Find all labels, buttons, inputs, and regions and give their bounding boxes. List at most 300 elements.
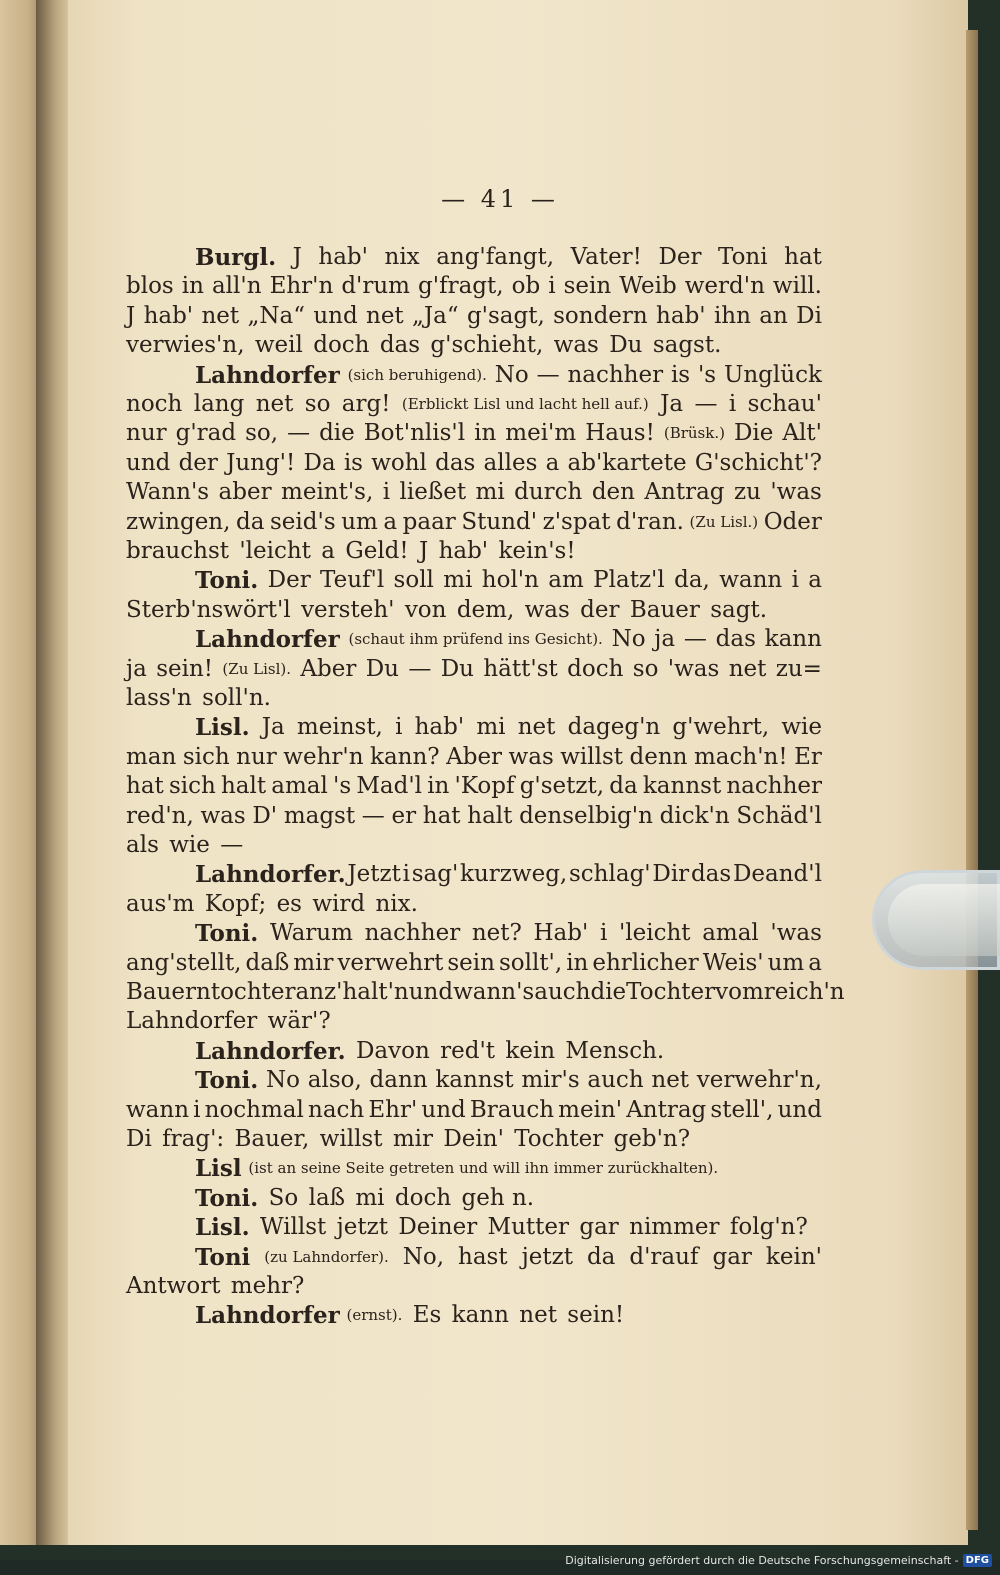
text-line xyxy=(126,802,822,831)
word: und xyxy=(126,449,171,476)
word: das xyxy=(435,449,476,476)
text-line xyxy=(126,772,822,801)
word: halt xyxy=(467,802,513,829)
word: Die xyxy=(733,420,774,447)
word: 'leicht xyxy=(239,538,311,564)
word: ja xyxy=(126,655,147,682)
word: und xyxy=(777,1096,822,1123)
text-line xyxy=(126,949,822,978)
word: Deiner xyxy=(398,1214,478,1241)
word: als xyxy=(126,832,159,858)
word: mein' xyxy=(558,1096,623,1123)
word: — xyxy=(361,802,385,829)
word: daß xyxy=(245,949,290,976)
word: den xyxy=(591,479,635,506)
word: Kopf; xyxy=(204,890,267,917)
word: kann xyxy=(451,1302,509,1329)
word: zwingen, xyxy=(126,508,231,535)
word: J xyxy=(292,244,302,270)
word: was xyxy=(200,802,246,829)
word: i xyxy=(402,861,410,888)
word: net xyxy=(519,1302,557,1329)
word: seid's xyxy=(270,508,336,535)
word: kann? xyxy=(370,743,440,770)
word: kann xyxy=(764,626,822,653)
text-line xyxy=(126,449,822,478)
text-line xyxy=(126,419,822,448)
word: kein' xyxy=(765,1243,822,1270)
text-line xyxy=(195,1213,822,1242)
speaker-name: Lisl. xyxy=(195,1214,250,1242)
word: 'Kopf xyxy=(454,773,515,800)
book-gutter xyxy=(36,0,70,1545)
word: sich xyxy=(182,743,230,770)
word: willst xyxy=(560,743,624,770)
word: Willst xyxy=(259,1214,327,1241)
word: Hab' xyxy=(533,920,589,947)
word: nimmer xyxy=(629,1214,720,1241)
word: paar xyxy=(402,508,456,535)
word: ihn xyxy=(713,302,751,329)
word: No xyxy=(611,626,646,653)
text-line xyxy=(195,1066,822,1095)
word: Ehr' xyxy=(368,1096,418,1123)
text-line xyxy=(195,1184,822,1213)
word: doch xyxy=(313,332,370,359)
word: Du xyxy=(440,655,474,682)
text-line xyxy=(126,331,822,360)
word: noch xyxy=(126,391,183,417)
word: 'was xyxy=(667,655,720,682)
text-line xyxy=(195,1301,822,1330)
word: dem, xyxy=(456,596,515,623)
word: sein! xyxy=(156,655,214,682)
speaker-name: Lahndorfer. xyxy=(195,861,346,889)
word: versteh' xyxy=(301,596,395,623)
word: denselbig'n xyxy=(519,802,653,829)
left-page-edge xyxy=(0,0,40,1545)
speaker-name: Lisl. xyxy=(195,714,250,742)
word: d'rauf xyxy=(629,1243,699,1270)
word: a xyxy=(545,449,560,476)
text-line xyxy=(126,655,822,684)
word: sollt', xyxy=(498,949,563,976)
stage-direction: (ist an seine Seite getreten und will ihn immer zurückhalten). xyxy=(248,1159,719,1178)
text-line xyxy=(195,566,822,595)
word: sein xyxy=(447,949,495,976)
word: red't xyxy=(440,1037,496,1064)
word: Davon xyxy=(355,1037,430,1064)
word: g'setzt, xyxy=(519,773,605,800)
word: Dir xyxy=(652,861,690,888)
text-line xyxy=(195,625,822,654)
word: reich'n xyxy=(763,979,845,1005)
word: Oder xyxy=(763,508,822,535)
word: hab' xyxy=(656,302,706,329)
word: gar xyxy=(579,1214,619,1241)
word: in xyxy=(566,949,589,976)
stage-direction: (Brüsk.) xyxy=(663,424,725,443)
text-line xyxy=(126,684,822,713)
word: hat xyxy=(784,244,822,270)
word: Tochter xyxy=(514,1126,604,1152)
word: amal xyxy=(271,773,328,800)
speaker-name: Toni. xyxy=(195,567,259,595)
word: hab' xyxy=(438,538,489,564)
word: da, xyxy=(674,567,710,594)
word: sondern xyxy=(553,302,648,329)
word: No xyxy=(494,361,529,388)
text-line xyxy=(195,243,822,272)
word: was xyxy=(508,743,554,770)
word: auch xyxy=(587,1067,644,1094)
word: hab' xyxy=(318,244,368,270)
word: sein xyxy=(563,273,612,300)
word: ehrlicher xyxy=(592,949,699,976)
word: Dein' xyxy=(443,1126,504,1152)
word: Geld! xyxy=(345,538,409,564)
word: a xyxy=(808,949,822,976)
word: Deand'l xyxy=(732,861,822,888)
word: durch xyxy=(514,479,583,506)
footer-text: Digitalisierung gefördert durch die Deutsche Forschungsgemeinschaft - xyxy=(565,1553,959,1567)
word: ang'stellt, xyxy=(126,949,242,976)
word: — xyxy=(683,626,707,653)
word: „Na“ xyxy=(247,302,305,329)
text-line xyxy=(195,860,822,889)
text-line xyxy=(126,478,822,507)
word: sagt. xyxy=(710,596,768,623)
word: — xyxy=(220,832,244,858)
speaker-name: Toni xyxy=(195,1243,251,1271)
magnifier-lens xyxy=(888,884,1000,956)
word: wehr'n xyxy=(283,743,364,770)
word: net xyxy=(201,302,240,329)
word: frag': xyxy=(162,1126,225,1152)
word: so xyxy=(304,391,331,417)
word: was xyxy=(553,332,599,359)
word: a xyxy=(808,567,822,594)
word: da xyxy=(586,1243,616,1270)
word: geh n. xyxy=(461,1184,535,1211)
word: mi xyxy=(476,714,506,741)
word: aber xyxy=(218,479,272,506)
word: net? xyxy=(471,920,522,947)
stage-direction: (Zu Lisl). xyxy=(222,659,291,678)
speaker-name: Toni. xyxy=(195,920,259,948)
word: — xyxy=(408,655,432,682)
text-line xyxy=(126,596,822,625)
word: g'fragt, xyxy=(418,273,504,300)
word: nachher xyxy=(364,920,461,947)
word: schlag' xyxy=(569,861,651,888)
word: will. xyxy=(772,273,822,300)
word: g'sagt, xyxy=(466,302,545,329)
text-line xyxy=(126,831,822,860)
word: hol'n xyxy=(481,567,539,594)
stage-direction: (Erblickt Lisl und lacht hell auf.) xyxy=(401,395,649,413)
word: verwehr'n, xyxy=(696,1067,822,1094)
word: Unglück xyxy=(723,361,822,388)
word: Weib xyxy=(619,273,677,300)
word: es xyxy=(276,890,302,917)
word: Da xyxy=(303,449,336,476)
word: sein! xyxy=(567,1302,625,1329)
text-line xyxy=(195,1037,822,1066)
word: wann xyxy=(719,567,783,594)
word: Der xyxy=(267,567,311,594)
text-line xyxy=(126,743,822,772)
word: das xyxy=(690,861,732,888)
word: schau' xyxy=(747,391,822,417)
word: g'rad xyxy=(175,420,237,447)
word: wär'? xyxy=(267,1008,331,1035)
word: nochmal xyxy=(204,1096,304,1123)
stage-direction: (schaut ihm prüfend ins Gesicht). xyxy=(348,630,603,649)
page-edge-right xyxy=(966,30,978,1530)
word: net xyxy=(728,655,767,682)
word: i xyxy=(599,920,608,947)
word: das xyxy=(379,332,421,359)
word: der xyxy=(580,596,620,623)
word: man xyxy=(126,743,177,770)
word: wann's xyxy=(453,979,535,1005)
word: Jetzt xyxy=(347,861,401,888)
word: hat xyxy=(126,773,164,800)
word: sich xyxy=(168,773,216,800)
word: Weis' xyxy=(702,949,764,976)
word: auch xyxy=(534,979,591,1005)
word: gar xyxy=(712,1243,752,1270)
word: D' xyxy=(252,802,278,829)
word: Tochter xyxy=(626,979,716,1005)
word: Haus! xyxy=(585,420,655,447)
word: mi xyxy=(475,479,505,506)
text-line xyxy=(126,537,822,566)
text-line xyxy=(126,1007,822,1036)
word: i xyxy=(193,1096,201,1123)
word: Mad'l xyxy=(356,773,423,800)
word: Lahndorfer xyxy=(126,1008,258,1035)
word: Mensch. xyxy=(565,1037,665,1064)
word: um xyxy=(341,508,378,535)
word: g'schieht, xyxy=(430,332,544,359)
word: a xyxy=(321,538,335,564)
speaker-name: Burgl. xyxy=(195,244,277,271)
word: Alt' xyxy=(782,420,822,447)
word: die xyxy=(319,420,355,447)
word: in xyxy=(474,420,497,447)
word: 'leicht xyxy=(618,920,691,947)
word: Vater! xyxy=(570,244,642,270)
word: Es xyxy=(412,1302,442,1329)
word: soll'n. xyxy=(202,685,271,711)
word: Di xyxy=(796,302,822,329)
word: wie xyxy=(781,714,822,741)
word: Stund' xyxy=(461,508,538,535)
word: das xyxy=(715,626,756,653)
word: Du xyxy=(365,655,399,682)
word: i xyxy=(548,273,556,300)
word: so xyxy=(632,655,659,682)
word: Aber xyxy=(300,655,357,682)
word: folg'n? xyxy=(729,1214,808,1241)
word: d'ran. xyxy=(616,508,684,535)
text-line xyxy=(126,1096,822,1125)
word: brauchst xyxy=(126,538,229,564)
text-line xyxy=(195,713,822,742)
word: — xyxy=(287,420,311,447)
word: kannst xyxy=(642,773,722,800)
page-number: — 41 — xyxy=(441,185,559,213)
word: jetzt xyxy=(521,1243,573,1270)
word: denn xyxy=(629,743,688,770)
word: stell', xyxy=(710,1096,774,1123)
word: — xyxy=(536,361,560,388)
word: wann xyxy=(126,1096,190,1123)
word: net xyxy=(651,1067,690,1094)
text-line xyxy=(126,890,822,919)
word: Du xyxy=(609,332,643,359)
speaker-name: Toni. xyxy=(195,1184,259,1212)
word: Sterb'nswört'l xyxy=(126,596,291,623)
word: ob xyxy=(511,273,541,300)
word: und xyxy=(313,302,358,329)
footer-credit xyxy=(565,1550,992,1570)
word: Bauerntochter xyxy=(126,979,296,1005)
word: laß xyxy=(308,1184,346,1211)
word: verwies'n, xyxy=(126,332,245,359)
word: die xyxy=(590,979,627,1005)
word: um xyxy=(767,949,805,976)
word: meinst, xyxy=(296,714,383,741)
word: Platz'l xyxy=(593,567,665,594)
word: soll xyxy=(393,567,434,594)
word: — xyxy=(694,391,718,417)
text-line xyxy=(126,390,822,419)
word: all'n xyxy=(211,273,262,300)
word: da xyxy=(609,773,638,800)
word: willst xyxy=(319,1126,383,1152)
word: mir xyxy=(293,949,334,976)
word: arg! xyxy=(341,391,391,417)
word: Jung'! xyxy=(226,449,296,476)
word: ab'kartete xyxy=(567,449,687,476)
speaker-name: Toni. xyxy=(195,1067,259,1095)
word: i xyxy=(728,391,737,417)
stage-direction: (sich beruhigend). xyxy=(347,365,487,384)
word: was xyxy=(524,596,570,623)
speaker-name: Lahndorfer xyxy=(195,626,340,654)
word: in xyxy=(181,273,204,300)
word: nix xyxy=(384,244,420,270)
text-line xyxy=(126,1272,822,1301)
word: nach xyxy=(308,1096,365,1123)
word: nur xyxy=(126,420,167,447)
stage-direction: (zu Lahndorfer). xyxy=(264,1247,389,1266)
word: ließet xyxy=(399,479,467,506)
word: so, xyxy=(245,420,279,447)
word: hast xyxy=(458,1243,508,1270)
word: mi xyxy=(355,1184,385,1211)
word: doch xyxy=(567,655,624,682)
word: J xyxy=(418,538,429,564)
text-line xyxy=(126,508,822,537)
word: werd'n xyxy=(684,273,765,300)
word: weil xyxy=(254,332,303,359)
word: Ja xyxy=(261,714,285,741)
word: Antwort xyxy=(126,1273,221,1299)
word: wie xyxy=(169,832,210,858)
text-line xyxy=(126,978,845,1007)
word: Teuf'l xyxy=(320,567,385,594)
word: hat xyxy=(422,802,461,829)
word: nachher xyxy=(726,773,822,800)
word: verwehrt xyxy=(337,949,444,976)
word: 'was xyxy=(770,479,822,506)
word: geb'n? xyxy=(613,1126,691,1152)
word: an xyxy=(759,302,788,329)
word: meint's, xyxy=(281,479,374,506)
word: ang'fangt, xyxy=(436,244,555,270)
word: z'spat xyxy=(542,508,611,535)
dfg-logo: DFG xyxy=(963,1554,992,1567)
word: No xyxy=(266,1067,301,1094)
word: kurzweg, xyxy=(460,861,568,888)
word: in xyxy=(427,773,450,800)
word: nur xyxy=(236,743,277,770)
word: hätt'st xyxy=(483,655,558,682)
word: i xyxy=(382,479,391,506)
word: also, xyxy=(307,1067,362,1094)
word: mir xyxy=(392,1126,433,1152)
word: Brauch xyxy=(469,1096,555,1123)
word: magst xyxy=(283,802,356,829)
word: i xyxy=(791,567,799,594)
speaker-name: Lahndorfer xyxy=(195,361,340,389)
word: kannst xyxy=(435,1067,514,1094)
word: aus'm xyxy=(126,890,195,917)
word: mehr? xyxy=(230,1273,305,1299)
word: mi xyxy=(443,567,473,594)
text-line xyxy=(195,919,822,948)
word: lass'n xyxy=(126,685,192,711)
word: der xyxy=(178,449,218,476)
word: Bauer, xyxy=(234,1126,310,1152)
word: a xyxy=(383,508,398,535)
word: Warum xyxy=(269,920,353,947)
word: g'wehrt, xyxy=(672,714,770,741)
word: Schäd'l xyxy=(736,802,822,829)
text-line xyxy=(126,272,822,301)
word: „Ja“ xyxy=(412,302,459,329)
word: i xyxy=(395,714,403,741)
word: wohl xyxy=(371,449,427,476)
speaker-name: Lisl xyxy=(195,1155,242,1183)
word: wird xyxy=(312,890,366,917)
word: ja xyxy=(654,626,676,653)
word: dann xyxy=(369,1067,428,1094)
word: 's xyxy=(333,773,352,800)
word: dick'n xyxy=(659,802,730,829)
word: zu= xyxy=(775,655,822,682)
word: net xyxy=(366,302,404,329)
word: Ehr'n xyxy=(269,273,334,300)
word: No, xyxy=(402,1243,445,1270)
word: Mutter xyxy=(487,1214,569,1241)
word: nachher xyxy=(567,361,664,388)
word: mir's xyxy=(521,1067,580,1094)
